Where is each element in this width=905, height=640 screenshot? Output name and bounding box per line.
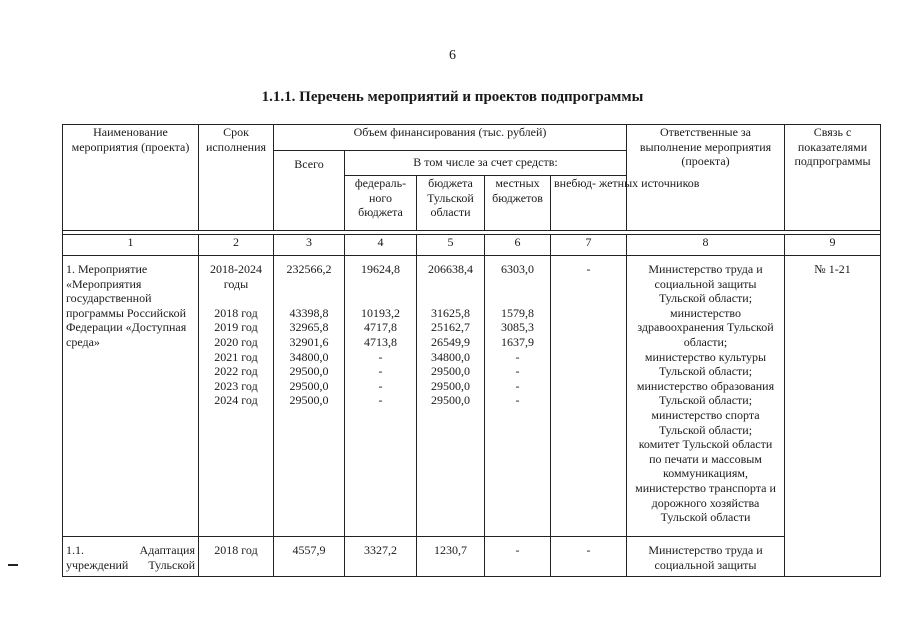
header-including: В том числе за счет средств: [345,151,627,176]
row-2-term: 2018 год [199,537,274,577]
header-term: Срок исполнения [199,125,274,231]
column-number: 4 [345,235,417,256]
header-local: местных бюджетов [485,176,551,231]
header-name: Наименование мероприятия (проекта) [63,125,199,231]
column-number: 7 [551,235,627,256]
header-row-1 [63,125,881,151]
page-title: 1.1.1. Перечень мероприятий и проектов подпрограммы [261,89,644,105]
row-1-local: 6303,0 1579,8 3085,3 1637,9 - - - - [485,256,551,537]
row-1-term: 2018-2024 годы 2018 год 2019 год 2020 год 2021 год 2022 год 2023 год 2024 год [199,256,274,537]
activities-table [62,124,881,577]
row-1-responsible: Министерство труда и социальной защиты Тульской области; министерство здравоохранения Тульской области; министерство культуры Тульской области; министерство образования Тульской области; министерство спорта Тульской области; комитет Тульской области по печати и массовым коммуникациям, министерство транспорта и дорожного хозяйства Тульской области [627,256,785,537]
column-number: 5 [417,235,485,256]
row-2-local: - [485,537,551,577]
row-2-name-line2: учреждений Тульской [66,557,195,572]
row-1-total: 232566,2 43398,8 32965,8 32901,6 34800,0 29500,0 29500,0 29500,0 [274,256,345,537]
row-2-offbudget: - [551,537,627,577]
row-2-name [63,537,199,577]
header-funding: Объем финансирования (тыс. рублей) [274,125,627,151]
table-row [63,537,881,577]
row-2-federal: 3327,2 [345,537,417,577]
header-responsible: Ответственные за выполнение мероприятия (проекта) [627,125,785,231]
row-2-name-line1: 1.1. Адаптация [66,543,195,557]
column-number: 9 [785,235,881,256]
margin-mark [8,564,18,566]
row-1-offbudget: - [551,256,627,537]
page-number: 6 [449,48,456,63]
row-1-name: 1. Мероприятие «Мероприятия государственной программы Российской Федерации «Доступная среда» [63,256,199,537]
column-number: 6 [485,235,551,256]
column-number: 1 [63,235,199,256]
column-number: 3 [274,235,345,256]
header-offbudget: внебюд- жетных источников [551,176,627,231]
header-total: Всего [274,151,345,231]
column-numbers-row [63,235,881,256]
row-1-regional: 206638,4 31625,8 25162,7 26549,9 34800,0 29500,0 29500,0 29500,0 [417,256,485,537]
row-1-federal: 19624,8 10193,2 4717,8 4713,8 - - - - [345,256,417,537]
row-2-regional: 1230,7 [417,537,485,577]
column-number: 8 [627,235,785,256]
column-number: 2 [199,235,274,256]
header-federal: федераль- ного бюджета [345,176,417,231]
row-1-indicators: № 1-21 [785,256,881,577]
row-2-responsible: Министерство труда и социальной защиты [627,537,785,577]
header-indicators: Связь с показателями подпрограммы [785,125,881,231]
header-regional: бюджета Тульской области [417,176,485,231]
table-row [63,256,881,537]
row-2-total: 4557,9 [274,537,345,577]
